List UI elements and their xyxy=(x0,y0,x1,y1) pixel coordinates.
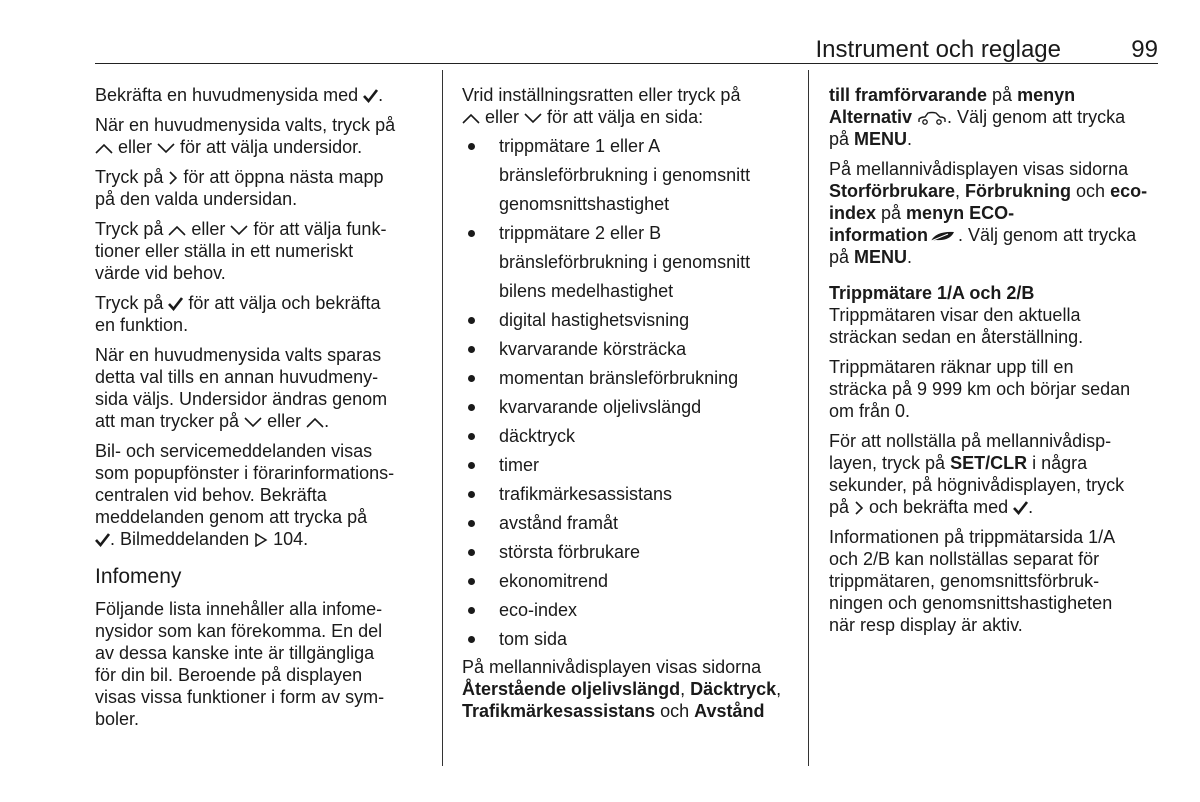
bullet xyxy=(468,491,475,498)
paragraph: Informationen på trippmätarsida 1/A och 2/B kan nollställas separat för trippmätaren, genomsnittsförbruk- ningen och genomsnittshastigheten när resp display är aktiv. xyxy=(829,527,1116,635)
paragraph: För att nollställa på mellannivådisp- layen, tryck på SET/CLR i några sekunder, på högnivådisplayen, tryck på och bekräfta med . xyxy=(829,431,1125,517)
paragraph: Bil- och servicemeddelanden visas som popupfönster i förarinformations- centralen vid behov. Bekräfta meddelanden genom att trycka på . Bilmeddelanden 104. xyxy=(95,441,395,549)
checkmark-icon xyxy=(95,533,110,547)
bullet xyxy=(468,549,475,556)
chevron-up-icon xyxy=(306,416,324,428)
bullet xyxy=(468,230,475,237)
bullet xyxy=(468,520,475,527)
list-item: timer xyxy=(462,451,792,480)
paragraph: Bekräfta en huvudmenysida med . xyxy=(95,85,384,105)
list-item: kvarvarande oljelivslängd xyxy=(462,393,792,422)
chevron-right-icon xyxy=(854,500,864,516)
chevron-down-icon xyxy=(524,112,542,124)
page-number: 99 xyxy=(1131,36,1158,63)
section-title: Instrument och reglage xyxy=(815,36,1061,63)
list-item: avstånd framåt xyxy=(462,509,792,538)
chevron-down-icon xyxy=(244,416,262,428)
header-rule xyxy=(95,63,1158,64)
list-item: trafikmärkesassistans xyxy=(462,480,792,509)
chevron-up-icon xyxy=(168,224,186,236)
chevron-down-icon xyxy=(157,142,175,154)
paragraph: Tryck på för att välja och bekräfta en funktion. xyxy=(95,293,381,335)
bullet xyxy=(468,404,475,411)
checkmark-icon xyxy=(168,297,183,311)
list-item: största förbrukare xyxy=(462,538,792,567)
section-heading: Infomeny xyxy=(95,565,182,588)
list-item: ekonomitrend xyxy=(462,567,792,596)
paragraph: Trippmätaren visar den aktuella sträckan sedan en återställning. xyxy=(829,305,1084,347)
subsection-heading: Trippmätare 1/A och 2/B xyxy=(829,283,1035,303)
bullet xyxy=(468,462,475,469)
list-item: momentan bränsleförbrukning xyxy=(462,364,792,393)
arrow-reference-icon[interactable] xyxy=(254,533,268,547)
bullet xyxy=(468,143,475,150)
paragraph: Trippmätaren räknar upp till en sträcka på 9 999 km och börjar sedan om från 0. xyxy=(829,357,1131,421)
list-item: eco-index xyxy=(462,596,792,625)
leaf-icon xyxy=(928,229,958,243)
bullet xyxy=(468,433,475,440)
list-item: trippmätare 2 eller B bränsleförbrukning i genomsnitt bilens medelhastighet xyxy=(462,219,792,306)
paragraph: Vrid inställningsratten eller tryck på eller för att välja en sida: xyxy=(462,85,741,127)
paragraph: På mellannivådisplayen visas sidorna Återstående oljelivslängd, Däcktryck, Trafikmärkesassistans och Avstånd xyxy=(462,657,782,721)
infopage-list xyxy=(462,132,792,654)
list-item: trippmätare 1 eller A bränsleförbrukning i genomsnitt genomsnittshastighet xyxy=(462,132,792,219)
column-right xyxy=(829,84,1159,644)
chevron-down-icon xyxy=(230,224,248,236)
checkmark-icon xyxy=(363,89,378,103)
bullet xyxy=(468,375,475,382)
column-middle xyxy=(462,84,792,730)
list-item: tom sida xyxy=(462,625,792,654)
bullet xyxy=(468,636,475,643)
list-item: däcktryck xyxy=(462,422,792,451)
bullet xyxy=(468,346,475,353)
list-item: digital hastighetsvisning xyxy=(462,306,792,335)
chevron-up-icon xyxy=(462,112,480,124)
page-header xyxy=(95,28,1158,64)
paragraph: När en huvudmenysida valts sparas detta val tills en annan huvudmeny- sida väljs. Undersidor ändras genom att man trycker på eller . xyxy=(95,345,388,431)
paragraph: Följande lista innehåller alla infome- nysidor som kan förekomma. En del av dessa kanske inte är tillgängliga för din bil. Beroende på displayen visas vissa funktioner i form av sym- boler. xyxy=(95,599,385,729)
paragraph: Tryck på för att öppna nästa mapp på den valda undersidan. xyxy=(95,167,384,209)
bullet xyxy=(468,578,475,585)
bullet xyxy=(468,607,475,614)
paragraph: På mellannivådisplayen visas sidorna Storförbrukare, Förbrukning och eco- index på menyn ECO- information . Välj genom att trycka på MENU. xyxy=(829,159,1148,267)
paragraph: Tryck på eller för att välja funk- tioner eller ställa in ett numeriskt värde vid behov. xyxy=(95,219,387,283)
list-item: kvarvarande körsträcka xyxy=(462,335,792,364)
checkmark-icon xyxy=(1013,501,1028,515)
column-divider xyxy=(808,70,809,766)
column-divider xyxy=(442,70,443,766)
column-left xyxy=(95,84,430,738)
chevron-right-icon xyxy=(168,170,178,186)
bullet xyxy=(468,317,475,324)
car-icon xyxy=(917,111,947,125)
paragraph: När en huvudmenysida valts, tryck på eller för att välja undersidor. xyxy=(95,115,396,157)
paragraph: till framförvarande på menyn Alternativ . Välj genom att trycka på MENU. xyxy=(829,85,1126,149)
chevron-up-icon xyxy=(95,142,113,154)
